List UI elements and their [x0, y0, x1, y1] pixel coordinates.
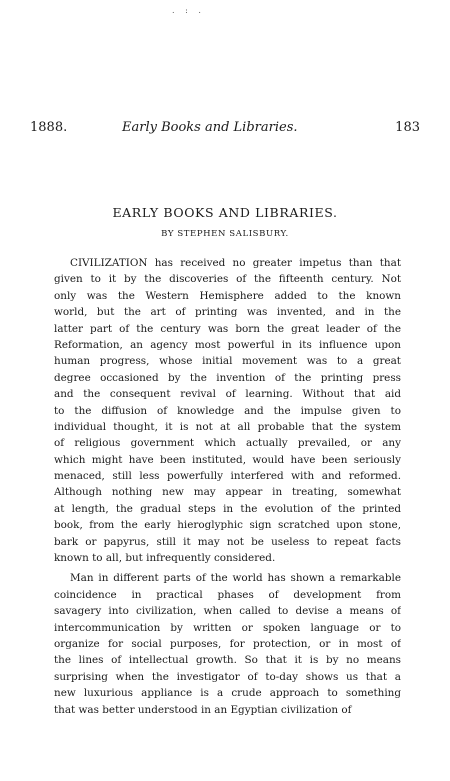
text-line: of religious government which actually prevailed, or any	[54, 437, 401, 450]
text-line: book, from the early hieroglyphic sign scratched upon stone,	[54, 519, 401, 532]
text-line: at length, the gradual steps in the evolution of the printed	[54, 502, 401, 515]
paragraph	[54, 255, 401, 566]
text-line: organize for social purposes, for protection, or in most of	[54, 637, 401, 650]
page-number: 183	[395, 120, 420, 135]
article-body	[54, 255, 401, 718]
paragraph	[54, 570, 401, 718]
text-line: latter part of the century was born the great leader of the	[54, 322, 401, 335]
text-line: Reformation, an agency most powerful in its influence upon	[54, 338, 401, 351]
text-line: bark or papyrus, still it may not be useless to repeat facts	[54, 535, 401, 548]
text-line: the lines of intellectual growth. So that it is by no means	[54, 654, 401, 667]
text-line: intercommunication by written or spoken language or to	[54, 621, 401, 634]
text-line: human progress, whose initial movement was to a great	[54, 355, 401, 368]
text-line: and the consequent revival of learning. Without that aid	[54, 388, 401, 401]
text-line: CIVILIZATION has received no greater impetus than that	[70, 257, 401, 269]
text-line: Although nothing new may appear in treating, somewhat	[54, 486, 401, 499]
text-line: individual thought, it is not at all probable that the system	[54, 420, 401, 433]
text-line: new luxurious appliance is a crude approach to something	[54, 687, 401, 700]
text-line: Man in different parts of the world has shown a remarkable	[70, 572, 401, 585]
text-line: world, but the art of printing was invented, and in the	[54, 306, 401, 319]
text-line: given to it by the discoveries of the fifteenth century. Not	[54, 273, 401, 286]
running-head	[30, 120, 420, 140]
scan-specks: . : .	[172, 6, 205, 15]
text-line: coincidence in practical phases of development from	[54, 588, 401, 601]
text-line: known to all, but infrequently considered.	[54, 552, 276, 565]
text-line: only was the Western Hemisphere added to the known	[54, 289, 401, 302]
running-head-title: Early Books and Libraries.	[122, 120, 298, 135]
article-byline: BY STEPHEN SALISBURY.	[161, 229, 289, 239]
article-title: EARLY BOOKS AND LIBRARIES.	[112, 205, 338, 220]
text-line: degree occasioned by the invention of the printing press	[54, 371, 401, 384]
text-line: savagery into civilization, when called to devise a means of	[54, 605, 401, 618]
text-line: which might have been instituted, would have been seriously	[54, 453, 401, 466]
text-line: menaced, still less powerfully interfered with and reformed.	[54, 470, 401, 483]
text-line: surprising when the investigator of to-day shows us that a	[54, 670, 401, 683]
running-head-year: 1888.	[30, 120, 68, 135]
text-line: to the diffusion of knowledge and the impulse given to	[54, 404, 401, 417]
text-line: that was better understood in an Egyptian civilization of	[54, 703, 352, 716]
